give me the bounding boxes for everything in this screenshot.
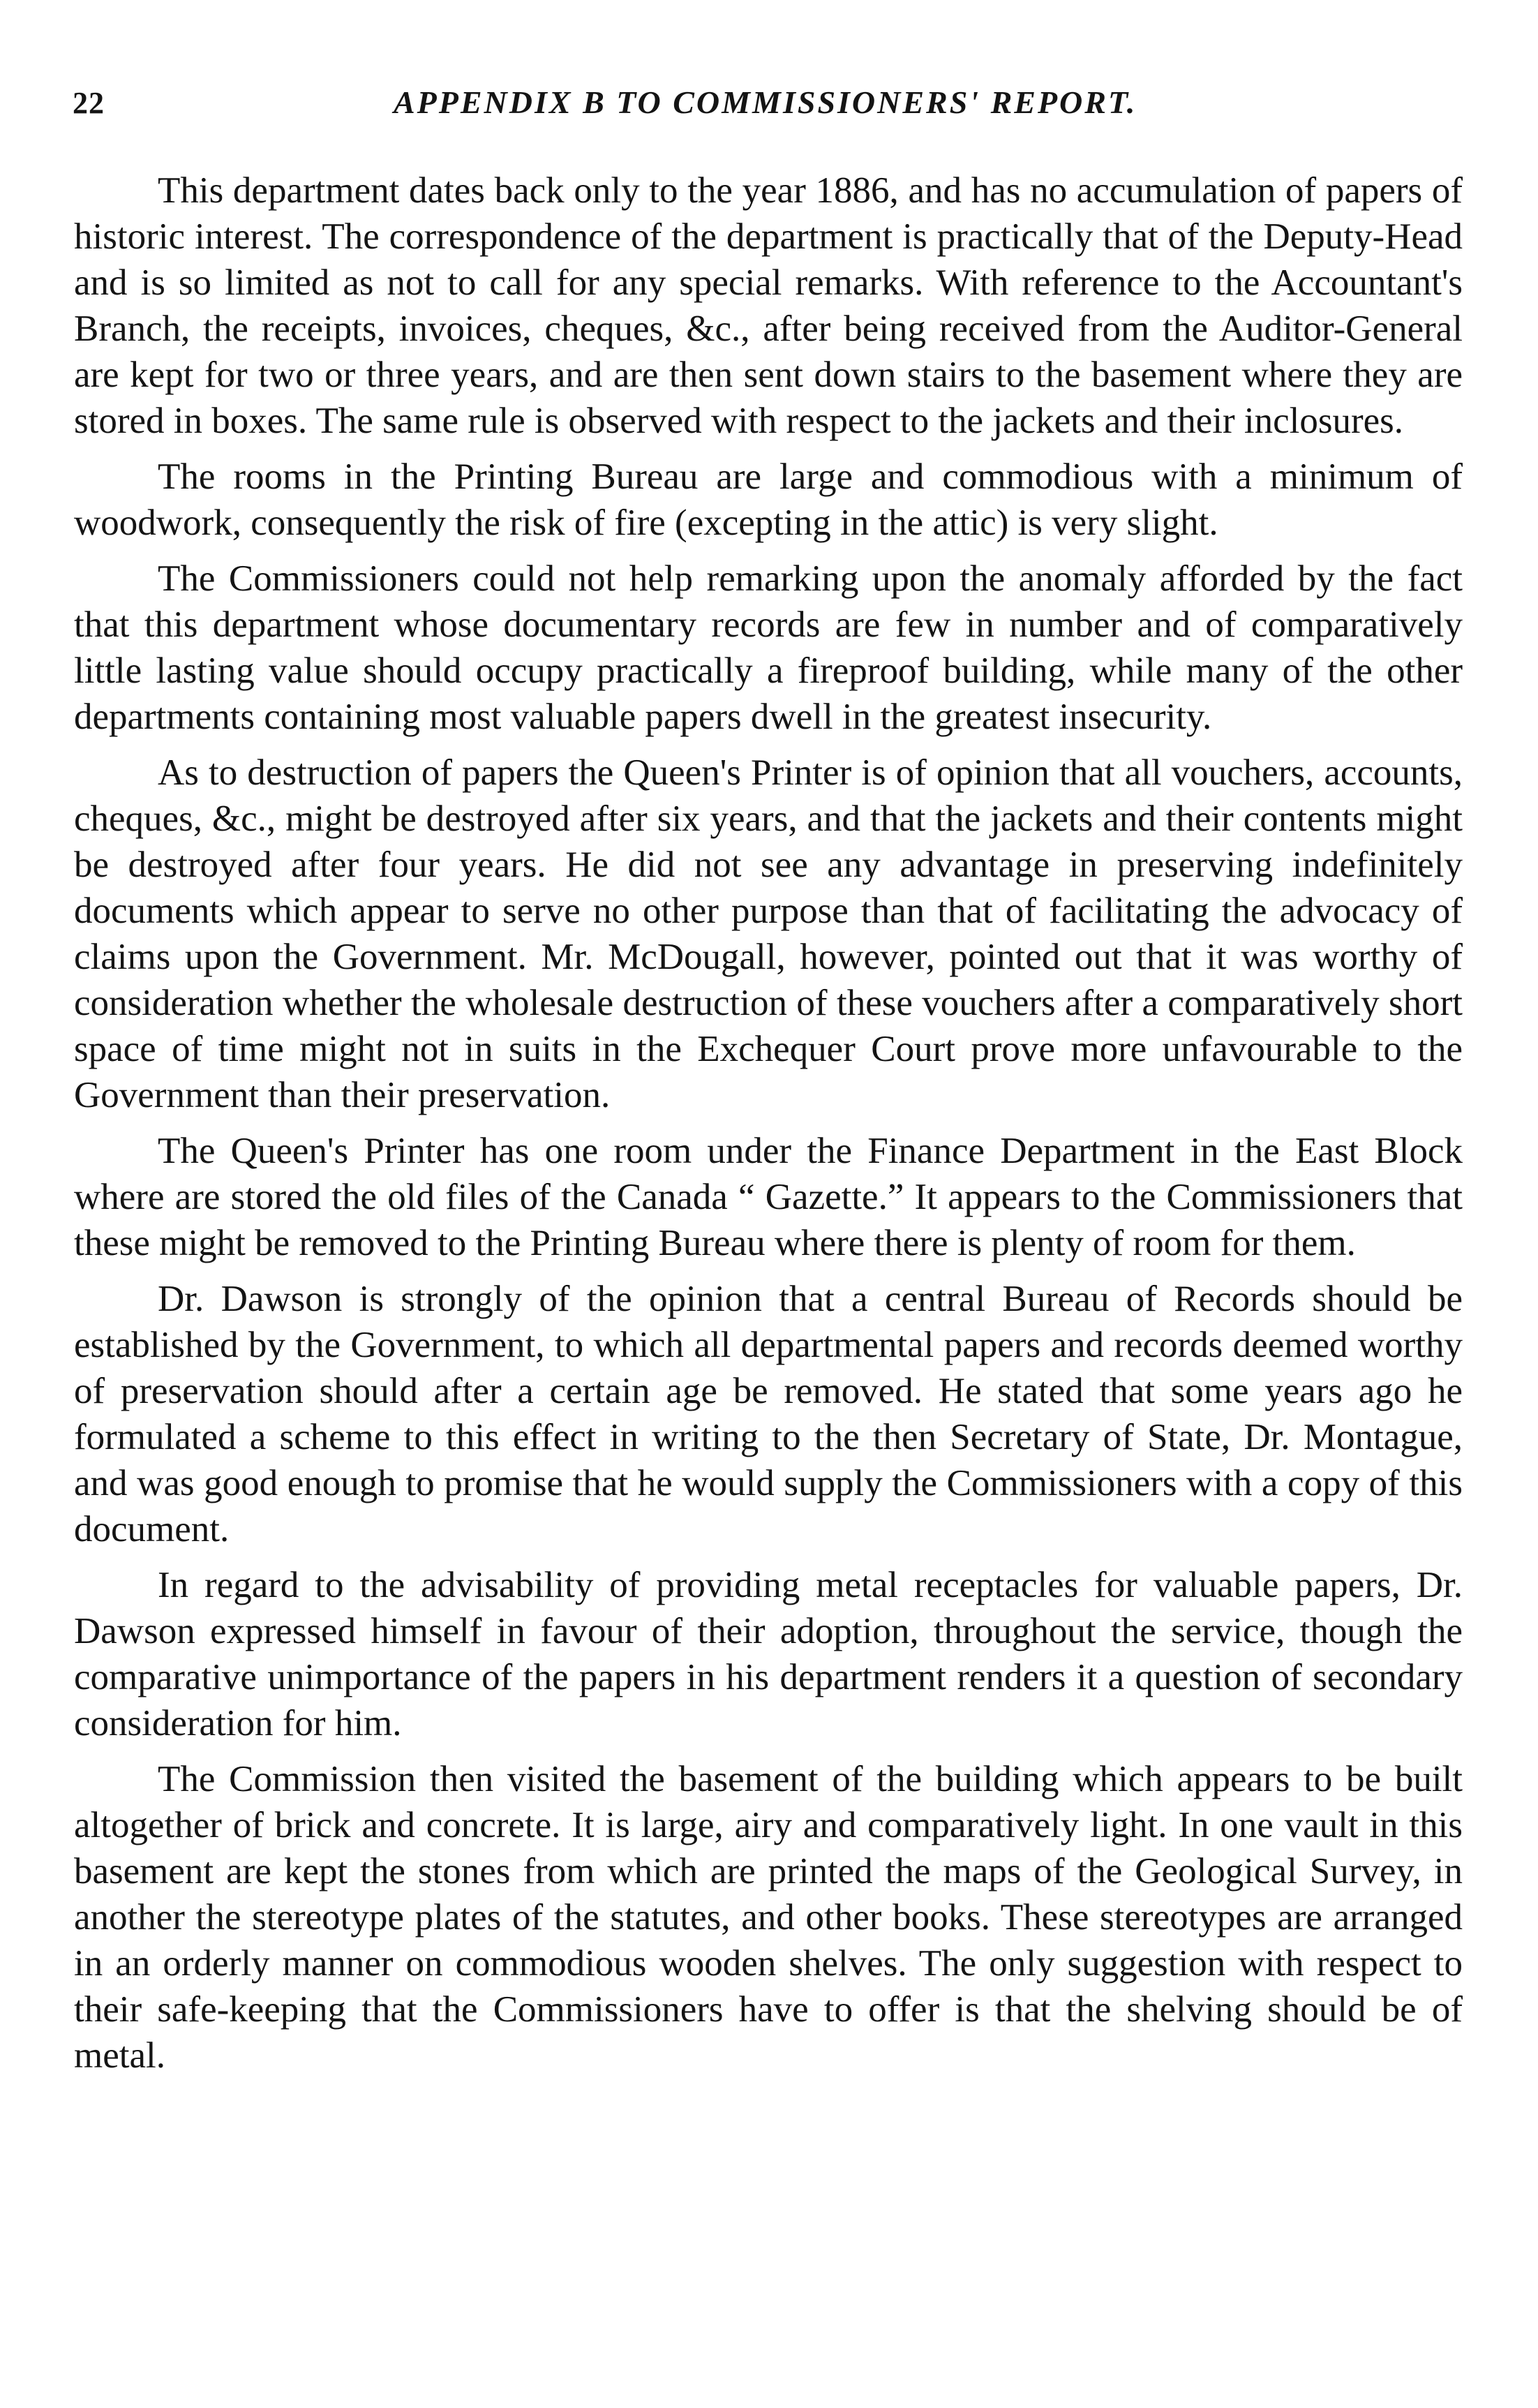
- paragraph-bureau-of-records: Dr. Dawson is strongly of the opinion that a central Bureau of Records should be established by the Government, to which all departmental papers and records deemed worthy of preservation should after a certain age be removed. He stated that some years ago he formulated a scheme to this effect in writing to the then Secretary of State, Dr. Montague, and was good enough to promise that he would supply the Commissioners with a copy of this document.: [74, 1279, 1463, 1549]
- paragraph-printing-bureau-rooms: The rooms in the Printing Bureau are large and commodious with a minimum of woodwork, consequently the risk of fire (excepting in the attic) is very slight.: [74, 456, 1463, 543]
- paragraph-metal-receptacles: In regard to the advisability of providing metal receptacles for valuable papers, Dr. Dawson expressed himself in favour of their adoption, throughout the service, though the comparative unimportance of the papers in his department renders it a question of secondary consideration for him.: [74, 1565, 1463, 1744]
- running-header: [73, 70, 1454, 126]
- paragraph-accumulation: This department dates back only to the year 1886, and has no accumulation of papers of historic interest. The correspondence of the department is practically that of the Deputy-Head and is so limited as not to call for any special remarks. With reference to the Accountant's Branch, the receipts, invoices, cheques, &c., after being received from the Auditor-General are kept for two or three years, and are then sent down stairs to the basement where they are stored in boxes. The same rule is observed with respect to the jackets and their inclosures.: [74, 170, 1463, 441]
- body-text: [74, 168, 1463, 2088]
- paragraph-canada-gazette: The Queen's Printer has one room under the Finance Department in the East Block where are stored the old files of the Canada “ Gazette.” It appears to the Commissioners that these might be removed to the Printing Bureau where there is plenty of room for them.: [74, 1131, 1463, 1263]
- paragraph-anomaly: The Commissioners could not help remarking upon the anomaly afforded by the fact that this department whose documentary records are few in number and of comparatively little lasting value should occupy practically a fireproof building, while many of the other departments containing most valuable papers dwell in the greatest insecurity.: [74, 558, 1463, 737]
- paragraph-destruction-of-papers: As to destruction of papers the Queen's Printer is of opinion that all vouchers, accounts, cheques, &c., might be destroyed after six years, and that the jackets and their contents might be destroyed after four years. He did not see any advantage in preserving indefinitely documents which appear to serve no other purpose than that of facilitating the advocacy of claims upon the Government. Mr. McDougall, however, pointed out that it was worthy of consideration whether the wholesale destruction of these vouchers after a comparatively short space of time might not in suits in the Exchequer Court prove more unfavourable to the Government than their preservation.: [74, 752, 1463, 1115]
- paragraph-basement-visit: The Commission then visited the basement of the building which appears to be built altogether of brick and concrete. It is large, airy and comparatively light. In one vault in this basement are kept the stones from which are printed the maps of the Geological Survey, in another the stereotype plates of the statutes, and other books. These stereotypes are arranged in an orderly manner on commodious wooden shelves. The only suggestion with respect to their safe-keeping that the Commissioners have to offer is that the shelving should be of metal.: [74, 1759, 1463, 2076]
- header-title: APPENDIX B TO COMMISSIONERS' REPORT.: [394, 84, 1137, 120]
- page-number: 22: [73, 86, 105, 120]
